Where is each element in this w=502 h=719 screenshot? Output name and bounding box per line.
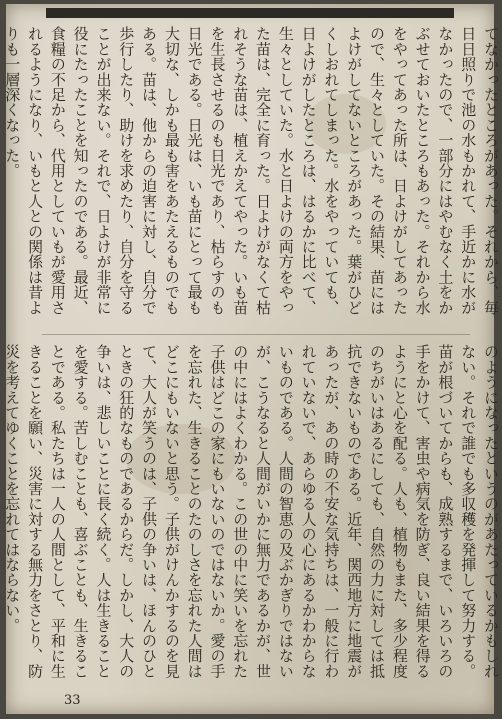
top-edge-bar: [46, 8, 454, 18]
upper-text-block: てなかったところがあった。それから、毎日日照りで池の水もかれて、手近かに水がなかったので、一部分にはやむなく土をかぶせておいたところもあった。それから水をやってあった所は、日よけがしてあったので、生々としていた。その結果、苗にはよけがしてないところがあった。葉がひどくしおれてしまった。水をやっていても、日よけがしたところは、はるかに比べて、生々としていた。水と日よけの両方をやった苗は、完全に育った。日よけがなくて枯れそうな苗は、植えかえてやった。いも苗を生長させるのも日光であり、枯らすのも日光である。日光は、いも苗にとって最も大切な、しかも最も害をあたえるものでもある。苗は、他からの迫害に対し、自分で歩行したり、助けを求めたり、自分を守ることが出来ない。それで、日よけが非常に役にたったことを知ったのである。最近、食糧の不足から、代用としていもが愛用されるようになり、いもと人との関係は昔よりも一層深くなった。: [3, 26, 500, 315]
page-number: 33: [64, 693, 81, 708]
section-divider: [42, 334, 470, 335]
lower-text-block: のようになったというのがあたっているかもしれない。それで誰でも多収穫を発揮して努力する。苗が根づいてからも、成熟するまで、いろいろの手をかけて、害虫や病気を防ぎ、良い結果を得るようにと心を配る。人も、植物もまた、多少程度のちがいはあるにしても、自然の力に対しては抵抗できないものである。近年、関西地方に地震があったが、あの時の不安な気持ちは、一般に行われていないで、あらゆる人の心にあるかわからないものである。人間の智恵の及ぶかぎりではないが、こうなると人間がいかに無力であるかが、世の中にはよくわかる。この世の中に笑いを忘れた子供はどこの家にもいないのではないか。愛の手を忘れた、生きることのたのしさを忘れた人間はどこにもいないと思う。子供がけんかするのを見て、大人が笑うのは、子供の争いは、ほんのひとときの狂的なものであるからだ。しかし、大人の争いは、悲しいことに長く続く。人は生きることを愛する。苦しむことも、喜ぶことも、生きることである。私たちは一人の人間として、平和に生きることを願い、災害に対する無力をさとり、防災を考えてゆくことを忘れてはならない。: [3, 344, 500, 679]
book-page: [3, 4, 500, 714]
